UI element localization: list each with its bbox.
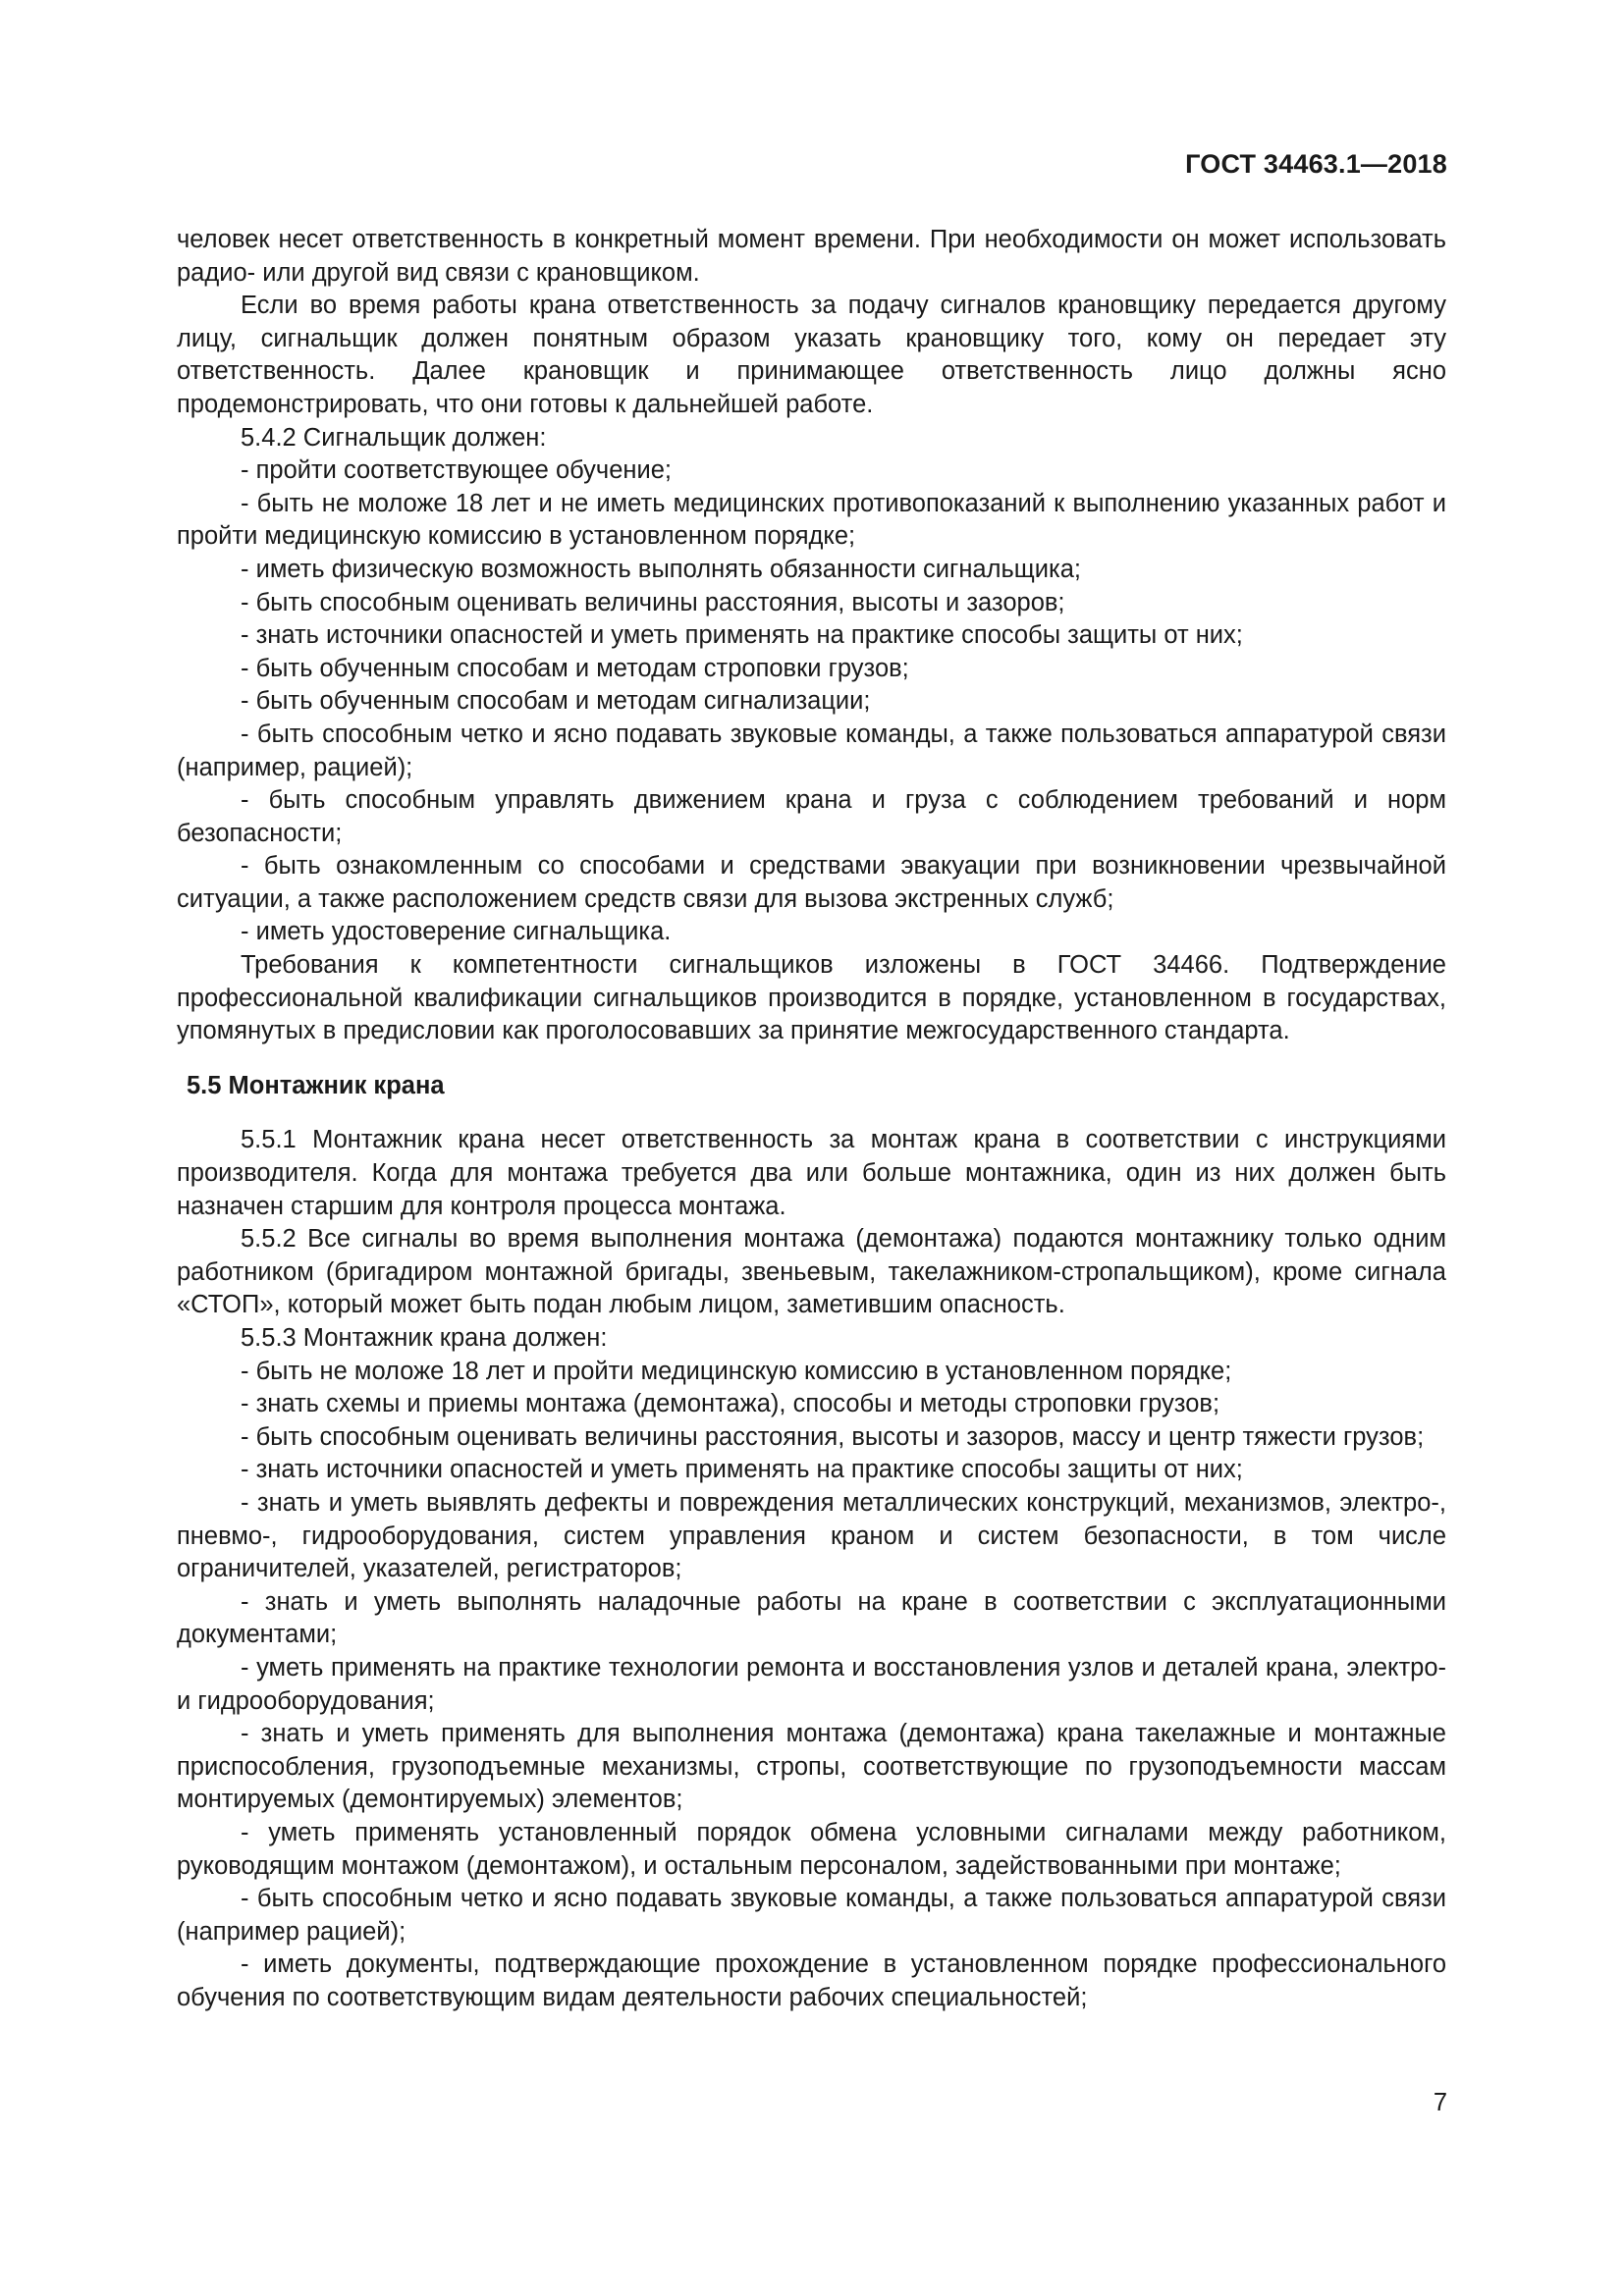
paragraph: Если во время работы крана ответственность за подачу сигналов крановщику передается другому лицу, сигнальщик должен понятным образом указать крановщику того, кому он передает эту ответственность. Далее крановщик и принимающее ответственность лицо должны ясно продемонстрировать, что они готовы к дальнейшей работе. [177,292,1446,418]
document-body [177,224,1446,2014]
clause-title: 5.5.3 Монтажник крана должен: [241,1324,608,1352]
clause-title: 5.4.2 Сигнальщик должен: [241,423,547,452]
list-item: - знать и уметь выполнять наладочные работы на кране в соответствии с эксплуатационными документами; [177,1587,1446,1649]
list-item: - быть способным оценивать величины расстояния, высоты и зазоров; [241,588,1065,616]
section-heading: 5.5 Монтажник крана [187,1071,445,1099]
list-item: - знать схемы и приемы монтажа (демонтажа), способы и методы строповки грузов; [241,1390,1220,1418]
list-item: - иметь физическую возможность выполнять обязанности сигнальщика; [241,555,1081,583]
list-item: - быть не моложе 18 лет и не иметь медицинских противопоказаний к выполнению указанных работ и пройти медицинскую комиссию в установленном порядке; [177,489,1446,551]
list-item: - знать источники опасностей и уметь применять на практике способы защиты от них; [241,1456,1243,1484]
list-item: - знать и уметь выявлять дефекты и повреждения металлических конструкций, механизмов, электро-, пневмо-, гидрооборудования, систем управления краном и систем безопасности, в том числе ограничителей, указателей, регистраторов; [177,1488,1446,1583]
list-item: - уметь применять установленный порядок обмена условными сигналами между работником, руководящим монтажом (демонтажом), и остальным персоналом, задействованными при монтаже; [177,1818,1446,1880]
document-header-standard-id: ГОСТ 34463.1—2018 [1185,149,1447,179]
paragraph: 5.5.1 Монтажник крана несет ответственность за монтаж крана в соответствии с инструкциями производителя. Когда для монтажа требуется два или больше монтажника, один из них должен быть назначен старшим для контроля процесса монтажа. [177,1126,1446,1220]
list-item: - быть способным оценивать величины расстояния, высоты и зазоров, массу и центр тяжести грузов; [241,1422,1425,1451]
list-item: - быть способным управлять движением крана и груза с соблюдением требований и норм безопасности; [177,786,1446,847]
list-item: - быть способным четко и ясно подавать звуковые команды, а также пользоваться аппаратурой связи (например, рацией); [177,720,1446,781]
list-item: - уметь применять на практике технологии ремонта и восстановления узлов и деталей крана, электро- и гидрооборудования; [177,1653,1446,1715]
list-item: - иметь документы, подтверждающие прохождение в установленном порядке профессионального обучения по соответствующим видам деятельности рабочих специальностей; [177,1950,1446,2011]
list-item: - быть обученным способам и методам сигнализации; [241,687,871,716]
list-item: - быть способным четко и ясно подавать звуковые команды, а также пользоваться аппаратурой связи (например рацией); [177,1885,1446,1946]
page-number: 7 [1433,2089,1447,2116]
paragraph: 5.5.2 Все сигналы во время выполнения монтажа (демонтажа) подаются монтажнику только одним работником (бригадиром монтажной бригады, звеньевым, такелажником-стропальщиком), кроме сигнала «СТОП», который может быть подан любым лицом, заметившим опасность. [177,1225,1446,1319]
list-item: - быть не моложе 18 лет и пройти медицинскую комиссию в установленном порядке; [241,1357,1232,1385]
list-item: - быть обученным способам и методам строповки грузов; [241,654,909,682]
list-item: - иметь удостоверение сигнальщика. [241,918,672,946]
list-item: - знать источники опасностей и уметь применять на практике способы защиты от них; [241,621,1243,650]
paragraph: Требования к компетентности сигнальщиков изложены в ГОСТ 34466. Подтверждение профессиональной квалификации сигнальщиков производится в порядке, установленном в государствах, упомянутых в предисловии как проголосовавших за принятие межгосударственного стандарта. [177,951,1446,1045]
list-item: - знать и уметь применять для выполнения монтажа (демонтажа) крана такелажные и монтажные приспособления, грузоподъемные механизмы, стропы, соответствующие по грузоподъемности массам монтируемых (демонтируемых) элементов; [177,1720,1446,1814]
paragraph: человек несет ответственность в конкретный момент времени. При необходимости он может использовать радио- или другой вид связи с крановщиком. [177,226,1446,287]
list-item: - быть ознакомленным со способами и средствами эвакуации при возникновении чрезвычайной ситуации, а также расположением средств связи для вызова экстренных служб; [177,852,1446,913]
list-item: - пройти соответствующее обучение; [241,456,672,485]
